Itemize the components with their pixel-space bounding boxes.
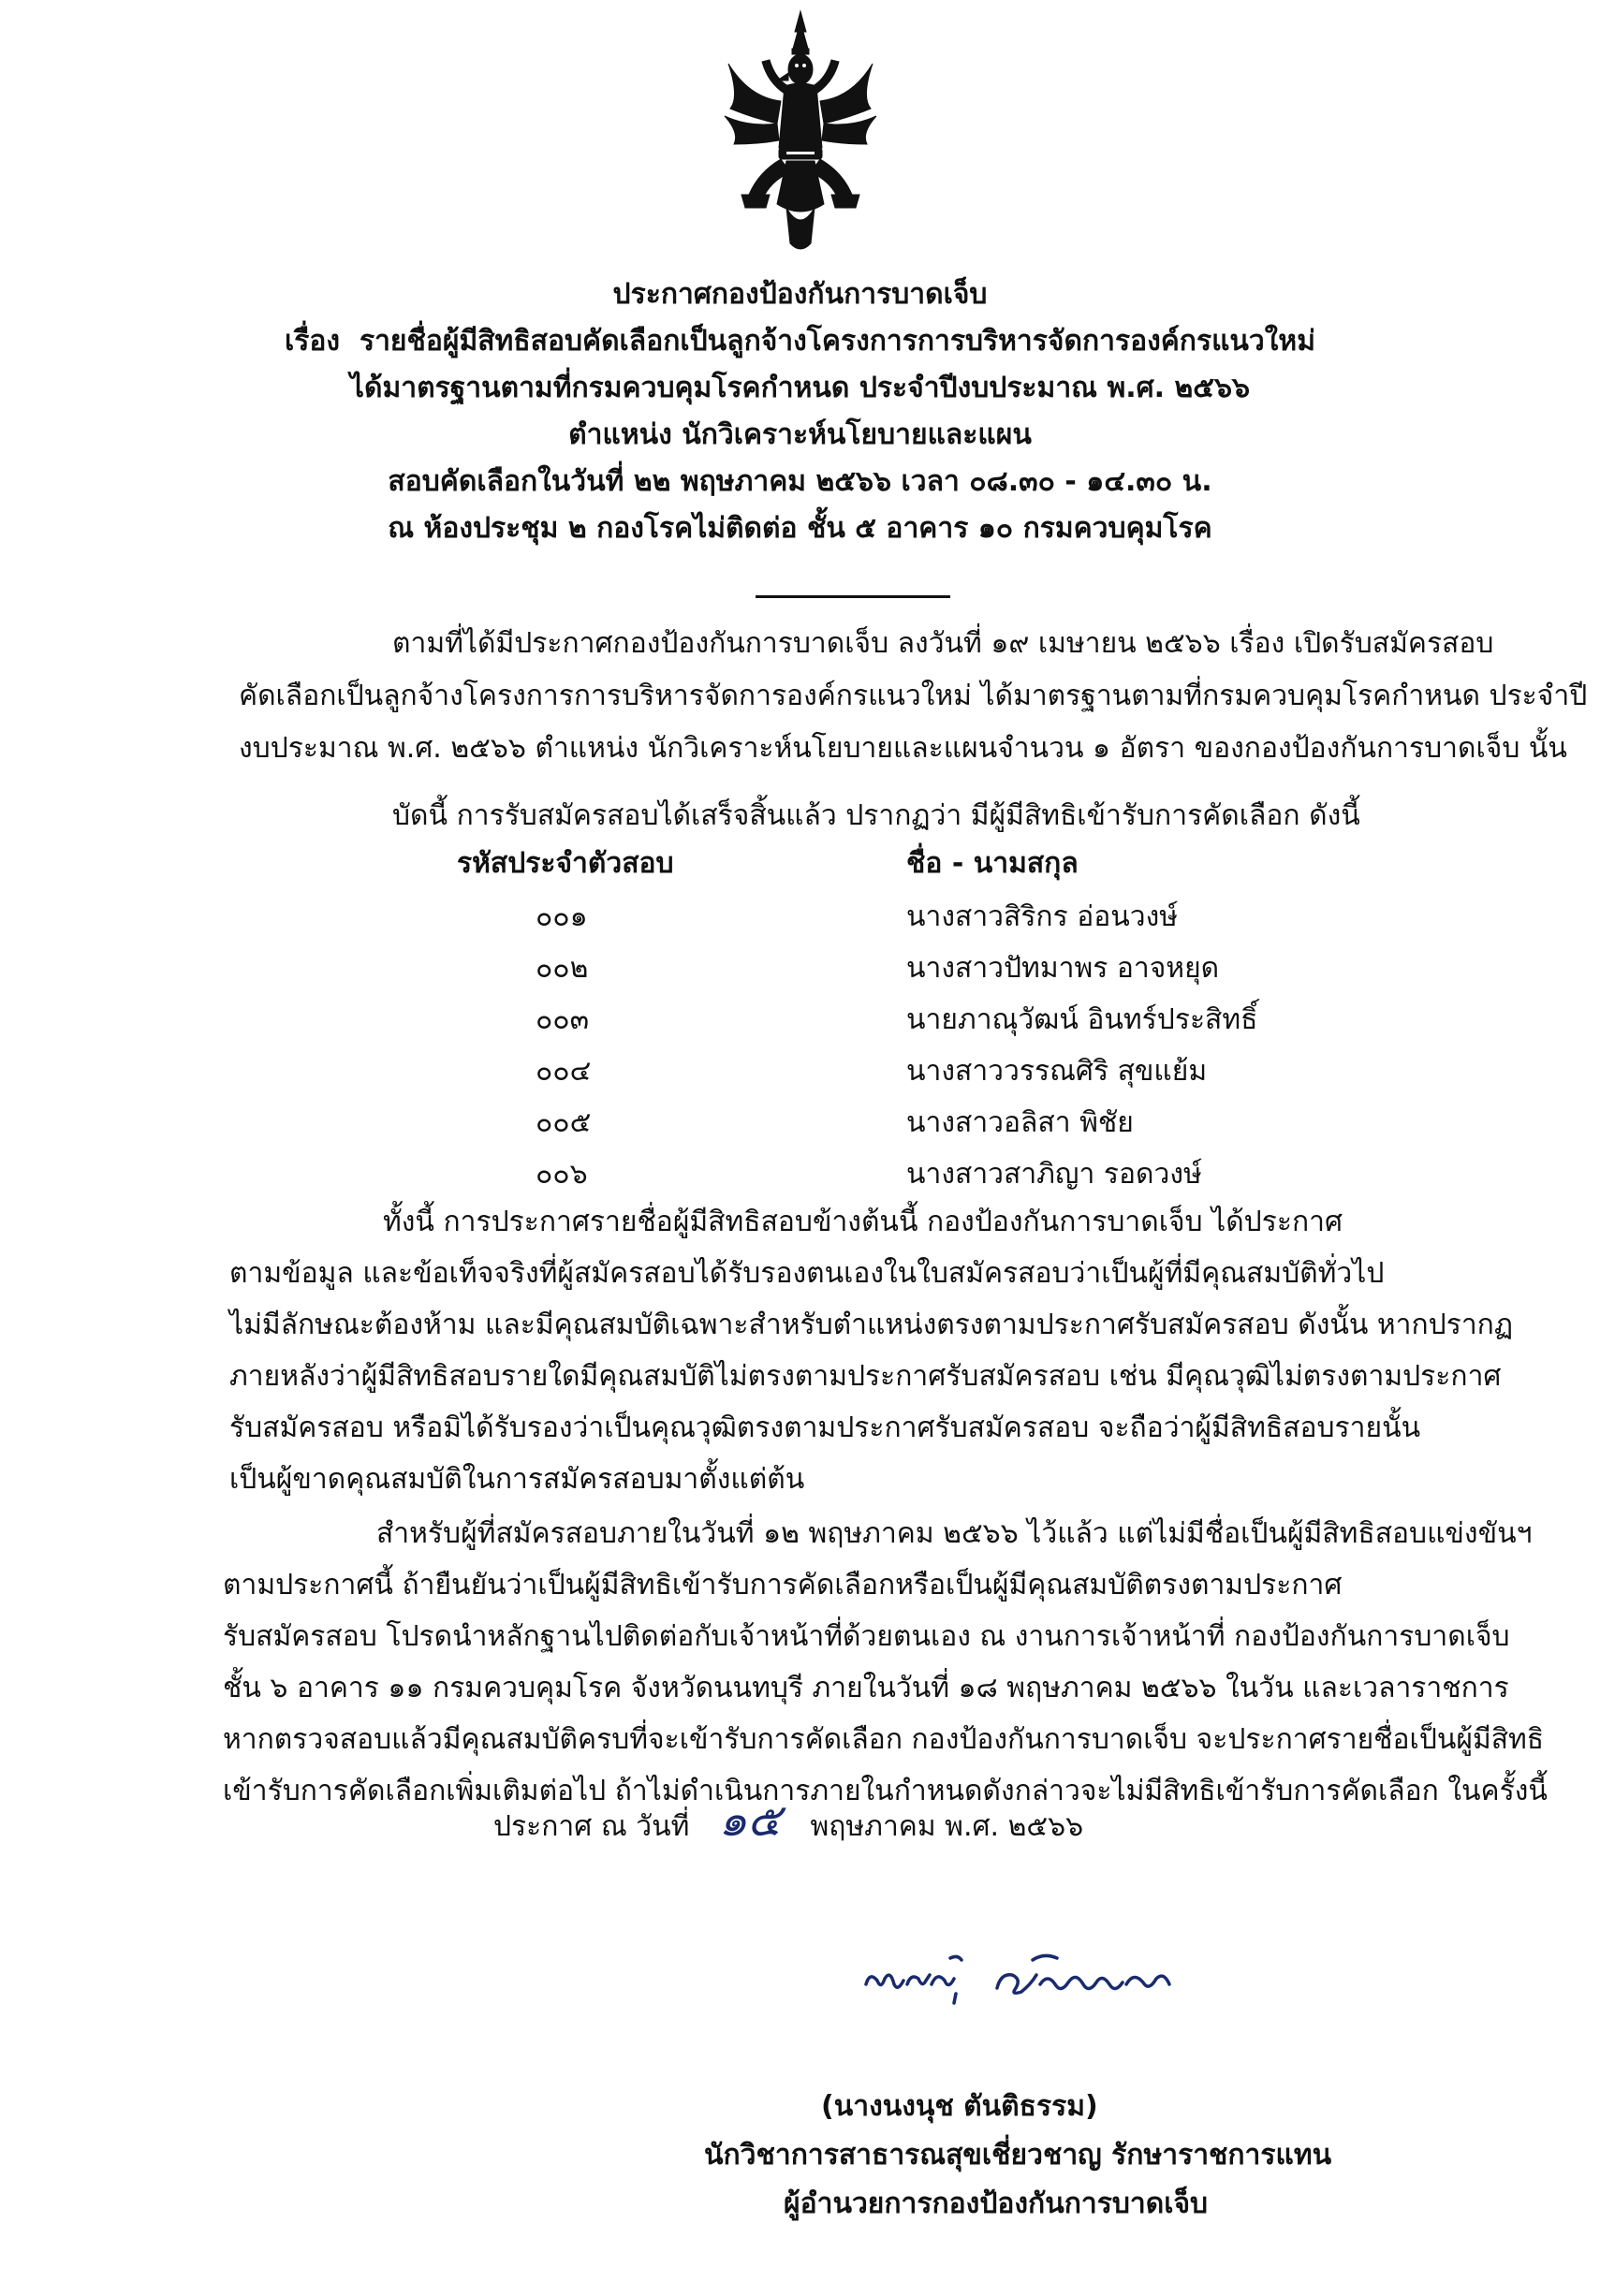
late-line-5: หากตรวจสอบแล้วมีคุณสมบัติครบที่จะเข้ารับการคัดเลือก กองป้องกันการบาดเจ็บ จะประกาศรายชื่อเป็นผู้มีสิทธิ xyxy=(223,1723,1545,1756)
eligibility-line-4: ภายหลังว่าผู้มีสิทธิสอบรายใดมีคุณสมบัติไม่ตรงตามประกาศรับสมัครสอบ เช่น มีคุณวุฒิไม่ตรงตามประกาศ xyxy=(229,1360,1502,1393)
candidate-name: นางสาวปัทมาพร อาจหยุด xyxy=(906,952,1220,985)
column-header-name: ชื่อ - นามสกุล xyxy=(906,847,1079,880)
date-suffix: พฤษภาคม พ.ศ. ๒๕๖๖ xyxy=(810,1810,1084,1843)
date-prefix: ประกาศ ณ วันที่ xyxy=(493,1810,690,1843)
candidate-name: นางสาวสาภิญา รอดวงษ์ xyxy=(906,1158,1202,1191)
eligibility-line-6: เป็นผู้ขาดคุณสมบัติในการสมัครสอบมาตั้งแต่ต้น xyxy=(229,1463,805,1496)
list-item xyxy=(0,994,1600,1046)
position-title: ตำแหน่ง นักวิเคราะห์นโยบายและแผน xyxy=(568,418,1032,451)
document-header xyxy=(0,271,1600,552)
eligibility-paragraph xyxy=(229,1196,1513,1505)
late-line-1: สำหรับผู้ที่สมัครสอบภายในวันที่ ๑๒ พฤษภาคม ๒๕๖๖ ไว้แล้ว แต่ไม่มีชื่อเป็นผู้มีสิทธิสอบแข่งขันฯ xyxy=(376,1517,1533,1550)
list-item xyxy=(0,1046,1600,1097)
intro-line-4: บัดนี้ การรับสมัครสอบได้เสร็จสิ้นแล้ว ปรากฏว่า มีผู้มีสิทธิเข้ารับการคัดเลือก ดังนี้ xyxy=(392,799,1360,832)
list-item xyxy=(0,943,1600,994)
candidate-code: ๐๐๑ xyxy=(536,900,588,933)
list-item xyxy=(0,891,1600,943)
intro-line-2: คัดเลือกเป็นลูกจ้างโครงการการบริหารจัดการองค์กรแนวใหม่ ได้มาตรฐานตามที่กรมควบคุมโรคกำหนด ประจำปี xyxy=(239,680,1588,712)
handwritten-signature-icon xyxy=(857,1947,1222,2012)
candidate-name: นางสาวสิริกร อ่อนวงษ์ xyxy=(906,900,1179,933)
eligibility-line-2: ตามข้อมูล และข้อเท็จจริงที่ผู้สมัครสอบได้รับรองตนเองในใบสมัครสอบว่าเป็นผู้ที่มีคุณสมบัติทั่วไป xyxy=(229,1257,1385,1290)
exam-date: สอบคัดเลือกในวันที่ ๒๒ พฤษภาคม ๒๕๖๖ เวลา ๐๘.๓๐ - ๑๔.๓๐ น. xyxy=(388,465,1212,498)
announcement-date xyxy=(493,1792,1083,1855)
column-header-code: รหัสประจำตัวสอบ xyxy=(457,847,674,880)
late-line-2: ตามประกาศนี้ ถ้ายืนยันว่าเป็นผู้มีสิทธิเข้ารับการคัดเลือกหรือเป็นผู้มีคุณสมบัติตรงตามประกาศ xyxy=(223,1569,1343,1601)
eligibility-line-5: รับสมัครสอบ หรือมิได้รับรองว่าเป็นคุณวุฒิตรงตามประกาศรับสมัครสอบ จะถือว่าผู้มีสิทธิสอบรายนั้น xyxy=(229,1411,1421,1444)
subject-line-2: ได้มาตรฐานตามที่กรมควบคุมโรคกำหนด ประจำปีงบประมาณ พ.ศ. ๒๕๖๖ xyxy=(349,372,1251,404)
late-line-3: รับสมัครสอบ โปรดนำหลักฐานไปติดต่อกับเจ้าหน้าที่ด้วยตนเอง ณ งานการเจ้าหน้าที่ กองป้องกันการบาดเจ็บ xyxy=(223,1620,1510,1653)
candidate-name: นางสาววรรณศิริ สุขแย้ม xyxy=(906,1055,1208,1088)
subject-text-1: รายชื่อผู้มีสิทธิสอบคัดเลือกเป็นลูกจ้างโครงการการบริหารจัดการองค์กรแนวใหม่ xyxy=(359,325,1315,358)
candidate-code: ๐๐๓ xyxy=(536,1003,590,1036)
garuda-emblem-icon xyxy=(721,7,880,258)
intro-line-1: ตามที่ได้มีประกาศกองป้องกันการบาดเจ็บ ลงวันที่ ๑๙ เมษายน ๒๕๖๖ เรื่อง เปิดรับสมัครสอบ xyxy=(392,627,1494,660)
late-applicant-paragraph xyxy=(223,1508,1548,1817)
list-item xyxy=(0,1097,1600,1148)
signer-title-1: นักวิชาการสาธารณสุขเชี่ยวชาญ รักษาราชการแทน xyxy=(704,2139,1332,2172)
eligibility-line-1: ทั้งนี้ การประกาศรายชื่อผู้มีสิทธิสอบข้างต้นนี้ กองป้องกันการบาดเจ็บ ได้ประกาศ xyxy=(383,1206,1343,1238)
exam-venue: ณ ห้องประชุม ๒ กองโรคไม่ติดต่อ ชั้น ๕ อาคาร ๑๐ กรมควบคุมโรค xyxy=(388,512,1212,545)
candidate-name: นายภาณุวัฒน์ อินทร์ประสิทธิ์ xyxy=(906,1003,1258,1036)
subject-line-1 xyxy=(0,318,1600,365)
signer-name: (นางนงนุช ตันติธรรม) xyxy=(821,2090,1098,2123)
late-line-6: เข้ารับการคัดเลือกเพิ่มเติมต่อไป ถ้าไม่ดำเนินการภายในกำหนดดังกล่าวจะไม่มีสิทธิเข้ารับการคัดเลือก ในครั้งนี้ xyxy=(223,1775,1548,1807)
intro-line-3: งบประมาณ พ.ศ. ๒๕๖๖ ตำแหน่ง นักวิเคราะห์นโยบายและแผนจำนวน ๑ อัตรา ของกองป้องกันการบาดเจ็บ นั้น xyxy=(239,732,1567,765)
intro-paragraph xyxy=(239,618,1588,775)
candidate-code: ๐๐๒ xyxy=(536,952,589,985)
list-item xyxy=(0,1148,1600,1200)
eligibility-line-3: ไม่มีลักษณะต้องห้าม และมีคุณสมบัติเฉพาะสำหรับตำแหน่งตรงตามประกาศรับสมัครสอบ ดังนั้น หากปรากฏ xyxy=(229,1309,1513,1341)
header-divider xyxy=(756,595,950,598)
candidate-code: ๐๐๕ xyxy=(536,1106,592,1139)
candidate-name: นางสาวอลิสา พิชัย xyxy=(906,1106,1134,1139)
signer-title-2: ผู้อำนวยการกองป้องกันการบาดเจ็บ xyxy=(784,2187,1209,2220)
candidate-code: ๐๐๔ xyxy=(536,1055,592,1088)
date-day-handwritten: ๑๕ xyxy=(718,1794,782,1847)
issuing-org: ประกาศกองป้องกันการบาดเจ็บ xyxy=(612,278,988,311)
late-line-4: ชั้น ๖ อาคาร ๑๑ กรมควบคุมโรค จังหวัดนนทบุรี ภายในวันที่ ๑๘ พฤษภาคม ๒๕๖๖ ในวัน และเวลาราชการ xyxy=(223,1672,1509,1704)
intro-paragraph-2 xyxy=(239,790,1381,842)
candidate-code: ๐๐๖ xyxy=(536,1158,588,1191)
subject-label: เรื่อง xyxy=(285,325,341,358)
